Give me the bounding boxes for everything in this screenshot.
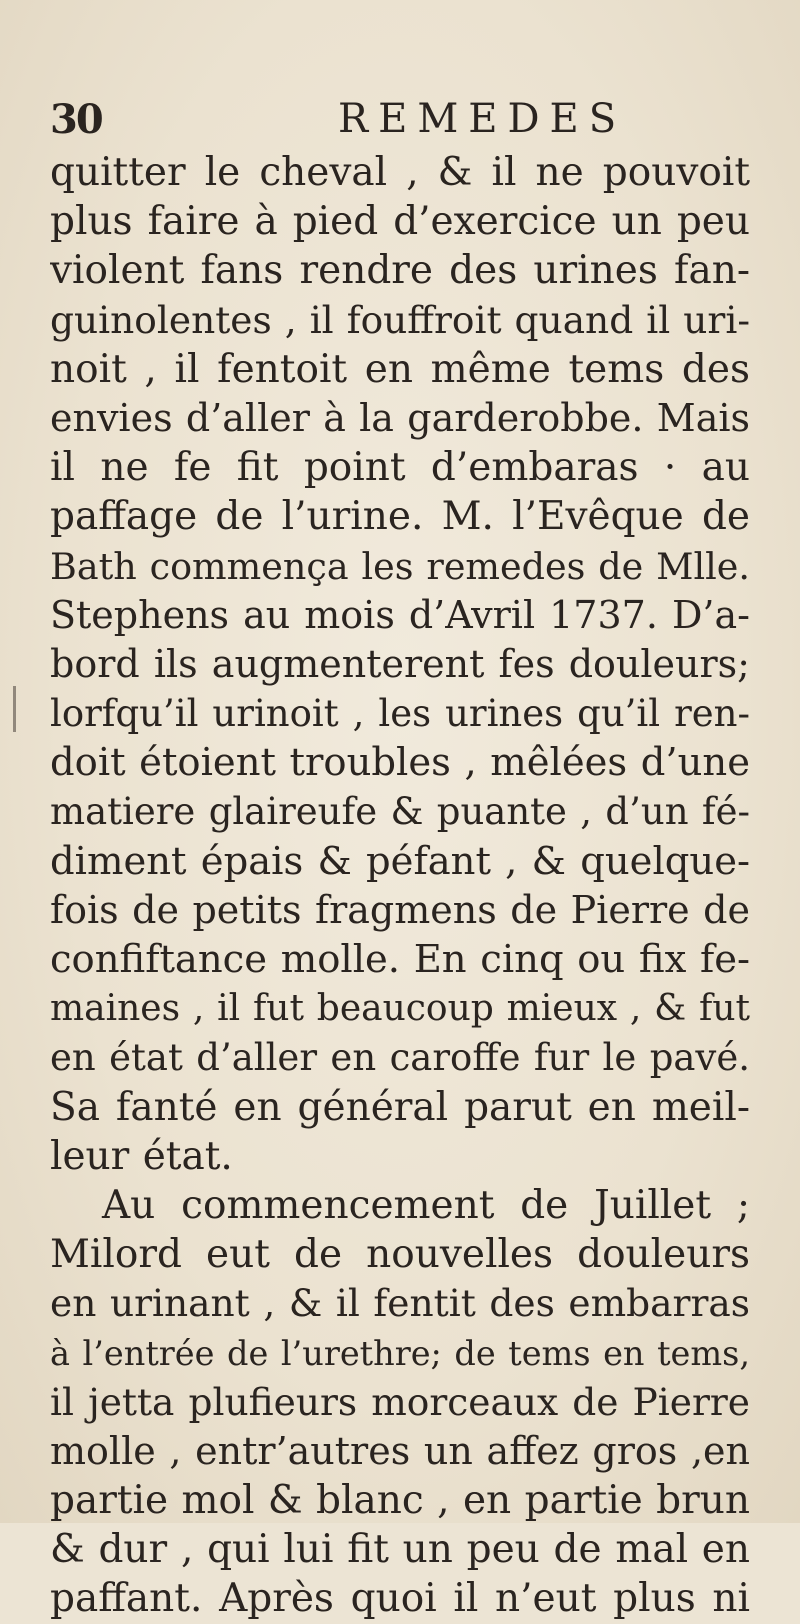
text-line: en urinant , & il fentit des embarras (50, 1281, 750, 1326)
text-line: noit , il fentoit en même tems des (50, 346, 750, 392)
text-line: Sa fanté en général parut en meil- (50, 1084, 750, 1130)
paragraph-start-line: Au commencement de Juillet ; (102, 1182, 750, 1228)
text-line: leur état. (50, 1133, 233, 1179)
page-header (50, 96, 750, 146)
text-line: partie mol & blanc , en partie brun (50, 1478, 750, 1524)
body-text (50, 148, 750, 1624)
text-line: il ne fe fit point d’embaras · au (50, 445, 750, 491)
text-line: Stephens au mois d’Avril 1737. D’a- (50, 592, 750, 637)
running-head: REMEDES (338, 96, 627, 142)
text-line: bord ils augmenterent fes douleurs; (50, 641, 750, 686)
text-line: matiere glaireufe & puante , d’un fé- (50, 790, 750, 834)
text-line: violent fans rendre des urines fan- (50, 248, 750, 294)
text-line: en état d’aller en caroffe fur le pavé. (50, 1036, 750, 1080)
text-line: paffage de l’urine. M. l’Evêque de (50, 494, 750, 540)
text-line: à l’entrée de l’urethre; de tems en tems, (50, 1333, 750, 1373)
text-line: molle , entr’autres un affez gros ,en (50, 1428, 750, 1473)
text-line: plus faire à pied d’exercice un peu (50, 199, 750, 245)
text-line: & dur , qui lui fit un peu de mal en (50, 1527, 750, 1573)
text-line: maines , il fut beaucoup mieux , & fut (50, 988, 750, 1030)
text-line: guinolentes , il fouffroit quand il uri- (50, 297, 750, 342)
margin-mark (13, 686, 16, 732)
text-line: doit étoient troubles , mêlées d’une (50, 740, 750, 786)
text-line: paffant. Après quoi il n’eut plus ni (50, 1576, 750, 1622)
text-line: fois de petits fragmens de Pierre de (50, 887, 750, 932)
text-line: Milord eut de nouvelles douleurs (50, 1232, 750, 1278)
page-number: 30 (50, 96, 102, 143)
text-line: Bath commença les remedes de Mlle. (50, 544, 750, 588)
text-line: quitter le cheval , & il ne pouvoit (50, 150, 750, 195)
text-line: lorfqu’il urinoit , les urines qu’il ren- (50, 692, 750, 736)
text-line: confiftance molle. En cinq ou fix fe- (50, 937, 750, 982)
text-line: diment épais & péfant , & quelque- (50, 838, 750, 884)
text-line: il jetta plufieurs morceaux de Pierre (50, 1379, 750, 1424)
text-line: envies d’aller à la garderobbe. Mais (50, 395, 750, 440)
